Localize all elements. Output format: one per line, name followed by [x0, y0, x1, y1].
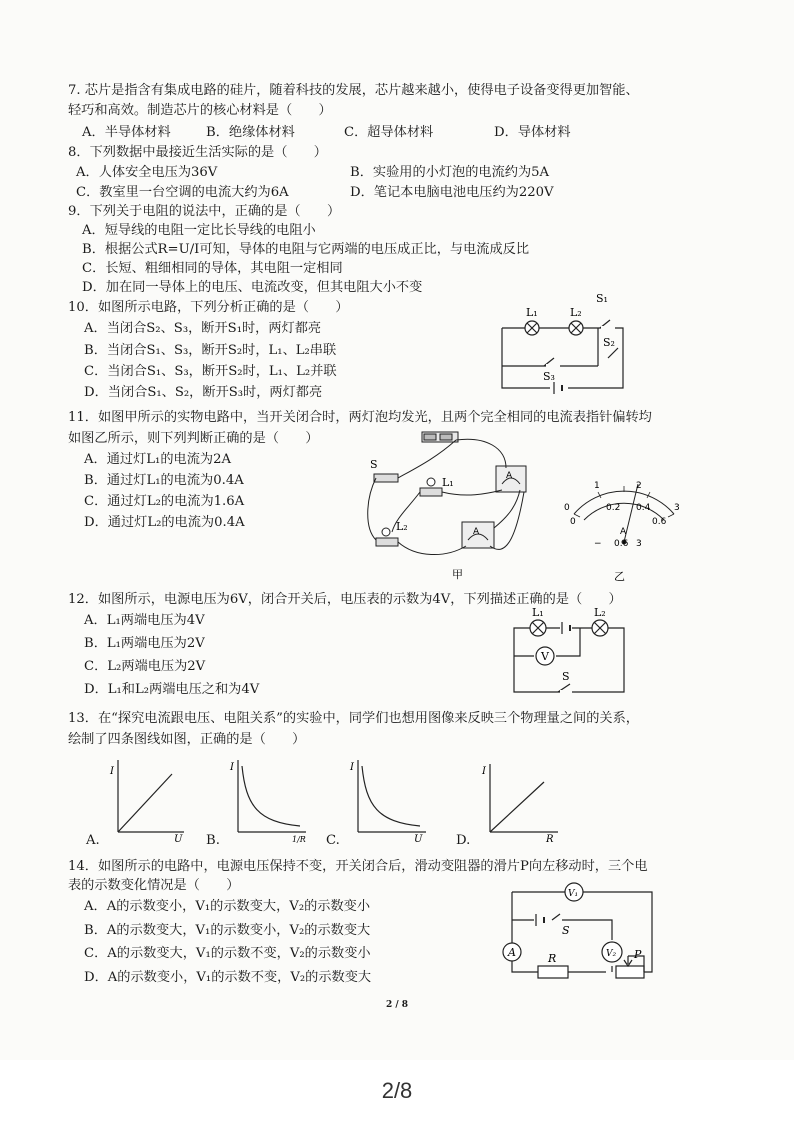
q13b-x-label: 1/R: [292, 835, 306, 844]
q11-dial-term-minus: −: [594, 539, 602, 549]
page-number-small: 2 / 8: [385, 1000, 409, 1010]
q14-stem-line2: 表的示数变化情况是（ ）: [68, 878, 240, 893]
q14-option-c: C．A的示数变大，V₁的示数不变，V₂的示数变小: [84, 946, 371, 961]
q8-option-d: D．笔记本电脑电池电压约为220V: [350, 185, 554, 200]
q13-option-b: B.: [206, 833, 220, 848]
q11-dial-tick-0-upper: 0: [564, 503, 570, 513]
q7-option-a: A．半导体材料: [82, 125, 171, 140]
q7-option-d: D．导体材料: [494, 125, 571, 140]
q7-option-c: C．超导体材料: [344, 125, 434, 140]
q13a-y-label: I: [110, 766, 114, 777]
q11-option-d: D．通过灯L₂的电流为0.4A: [84, 515, 245, 530]
q11-dial-tick-02: 0.2: [606, 503, 621, 513]
q11-dial-tick-3: 3: [674, 503, 680, 513]
q10-l1-label: L₁: [526, 306, 538, 319]
q10-l2-label: L₂: [570, 306, 582, 319]
q11-option-b: B．通过灯L₁的电流为0.4A: [84, 473, 244, 488]
q11-dial-tick-06: 0.6: [652, 517, 667, 527]
q12-stem: 12．如图所示，电源电压为6V，闭合开关后，电压表的示数为4V，下列描述正确的是（ ）: [68, 592, 622, 607]
q13d-x-label: R: [546, 834, 554, 845]
q12-option-d: D．L₁和L₂两端电压之和为4V: [84, 682, 260, 697]
q13-option-c: C.: [326, 833, 340, 848]
q11-l2-label: L₂: [396, 520, 408, 533]
q13-graph-a: [108, 756, 188, 845]
q9-option-b: B．根据公式R=U/I可知，导体的电阻与它两端的电压成正比，与电流成反比: [82, 242, 530, 257]
q7-stem-line1: 7. 芯片是指含有集成电路的硅片，随着科技的发展，芯片越来越小，使得电子设备变得更加智能、: [68, 83, 639, 98]
q8-option-a: A．人体安全电压为36V: [76, 165, 218, 180]
q11-dial-term-3: 3: [636, 539, 642, 549]
q11-option-c: C．通过灯L₂的电流为1.6A: [84, 494, 245, 509]
q9-stem: 9．下列关于电阻的说法中，正确的是（ ）: [68, 204, 341, 219]
q12-option-c: C．L₂两端电压为2V: [84, 659, 206, 674]
q13-option-a: A.: [86, 833, 100, 848]
q11-switch-label: S: [370, 458, 378, 471]
q11-dial-tick-0-lower: 0: [570, 517, 576, 527]
q11-dial-unit-a: A: [620, 527, 627, 537]
q11-option-a: A．通过灯L₁的电流为2A: [84, 452, 231, 467]
q11-fig-yi-caption: 乙: [614, 570, 625, 583]
q14-option-d: D．A的示数变小，V₁的示数不变，V₂的示数变大: [84, 970, 372, 985]
q7-option-b: B．绝缘体材料: [206, 125, 295, 140]
q13a-x-label: U: [174, 834, 183, 845]
q10-option-b: B．当闭合S₁、S₃，断开S₂时，L₁、L₂串联: [84, 343, 337, 358]
q10-option-c: C．当闭合S₁、S₃，断开S₂时，L₁、L₂并联: [84, 364, 337, 379]
q11-dial-tick-2: 2: [636, 481, 642, 491]
q13b-y-label: I: [230, 762, 234, 773]
q11-ammeter1-label: A: [506, 471, 513, 481]
q14-stem-line1: 14．如图所示的电路中，电源电压保持不变，开关闭合后，滑动变阻器的滑片P向左移动时，三个电: [68, 859, 648, 874]
q12-l1-label: L₁: [532, 606, 544, 619]
q9-option-d: D．加在同一导体上的电压、电流改变，但其电阻大小不变: [82, 280, 423, 295]
q13-option-d: D.: [456, 833, 471, 848]
q13-graph-b: [228, 756, 312, 842]
q14-resistor-label: R: [548, 952, 557, 965]
q10-s3-label: S₃: [543, 370, 555, 383]
page-indicator: 2/8: [381, 1078, 413, 1103]
q11-ammeter-dial-figure: [556, 474, 686, 588]
q11-dial-tick-04: 0.4: [636, 503, 651, 513]
q12-voltmeter-label: V: [541, 650, 549, 663]
q14-circuit-figure: [494, 876, 664, 986]
q11-dial-term-06: 0.6: [614, 539, 629, 549]
q13-graph-c: [348, 756, 432, 845]
q14-slider-label: P: [634, 948, 642, 961]
q9-option-a: A．短导线的电阻一定比长导线的电阻小: [82, 223, 316, 238]
q13c-y-label: I: [350, 762, 354, 773]
q11-fig-jia-caption: 甲: [452, 568, 463, 581]
q13d-y-label: I: [482, 766, 486, 777]
q11-stem-line2: 如图乙所示，则下列判断正确的是（ ）: [68, 431, 319, 446]
q10-s1-label: S₁: [596, 292, 608, 305]
q13c-x-label: U: [414, 834, 423, 845]
q8-stem: 8．下列数据中最接近生活实际的是（ ）: [68, 145, 327, 160]
q14-option-b: B．A的示数变大，V₁的示数变小，V₂的示数变大: [84, 923, 371, 938]
q12-option-b: B．L₁两端电压为2V: [84, 636, 205, 651]
q11-ammeter2-label: A: [473, 527, 480, 537]
q14-option-a: A．A的示数变小，V₁的示数变大，V₂的示数变小: [84, 899, 371, 914]
q10-stem: 10．如图所示电路，下列分析正确的是（ ）: [68, 300, 349, 315]
q8-option-b: B．实验用的小灯泡的电流约为5A: [350, 165, 550, 180]
q7-stem-line2: 轻巧和高效。制造芯片的核心材料是（ ）: [68, 103, 332, 118]
q10-option-a: A．当闭合S₂、S₃，断开S₁时，两灯都亮: [84, 321, 322, 336]
q12-l2-label: L₂: [594, 606, 606, 619]
q14-ammeter-label: A: [508, 946, 516, 959]
q14-v2-label: V₂: [606, 949, 617, 959]
q11-dial-tick-1: 1: [594, 481, 600, 491]
q13-stem-line2: 绘制了四条图线如图，正确的是（ ）: [68, 732, 306, 747]
q12-switch-label: S: [562, 670, 570, 683]
q10-circuit-figure: [488, 288, 638, 400]
q8-option-c: C．教室里一台空调的电流大约为6A: [76, 185, 289, 200]
q12-circuit-figure: [500, 606, 640, 698]
q10-s2-label: S₂: [603, 336, 615, 349]
q13-stem-line1: 13．在“探究电流跟电压、电阻关系”的实验中，同学们也想用图像来反映三个物理量之间的关系，: [68, 711, 639, 726]
q9-option-c: C．长短、粗细相同的导体，其电阻一定相同: [82, 261, 343, 276]
q11-stem-line1: 11．如图甲所示的实物电路中，当开关闭合时，两灯泡均发光，且两个完全相同的电流表指针偏转均: [68, 410, 652, 425]
q14-v1-label: V₁: [568, 889, 579, 899]
q14-switch-label: S: [562, 924, 570, 937]
q12-option-a: A．L₁两端电压为4V: [84, 613, 205, 628]
q11-physical-circuit-figure: [356, 428, 536, 588]
q11-l1-label: L₁: [442, 476, 454, 489]
q10-option-d: D．当闭合S₁、S₂，断开S₃时，两灯都亮: [84, 385, 323, 400]
q13-graph-d: [480, 760, 564, 845]
